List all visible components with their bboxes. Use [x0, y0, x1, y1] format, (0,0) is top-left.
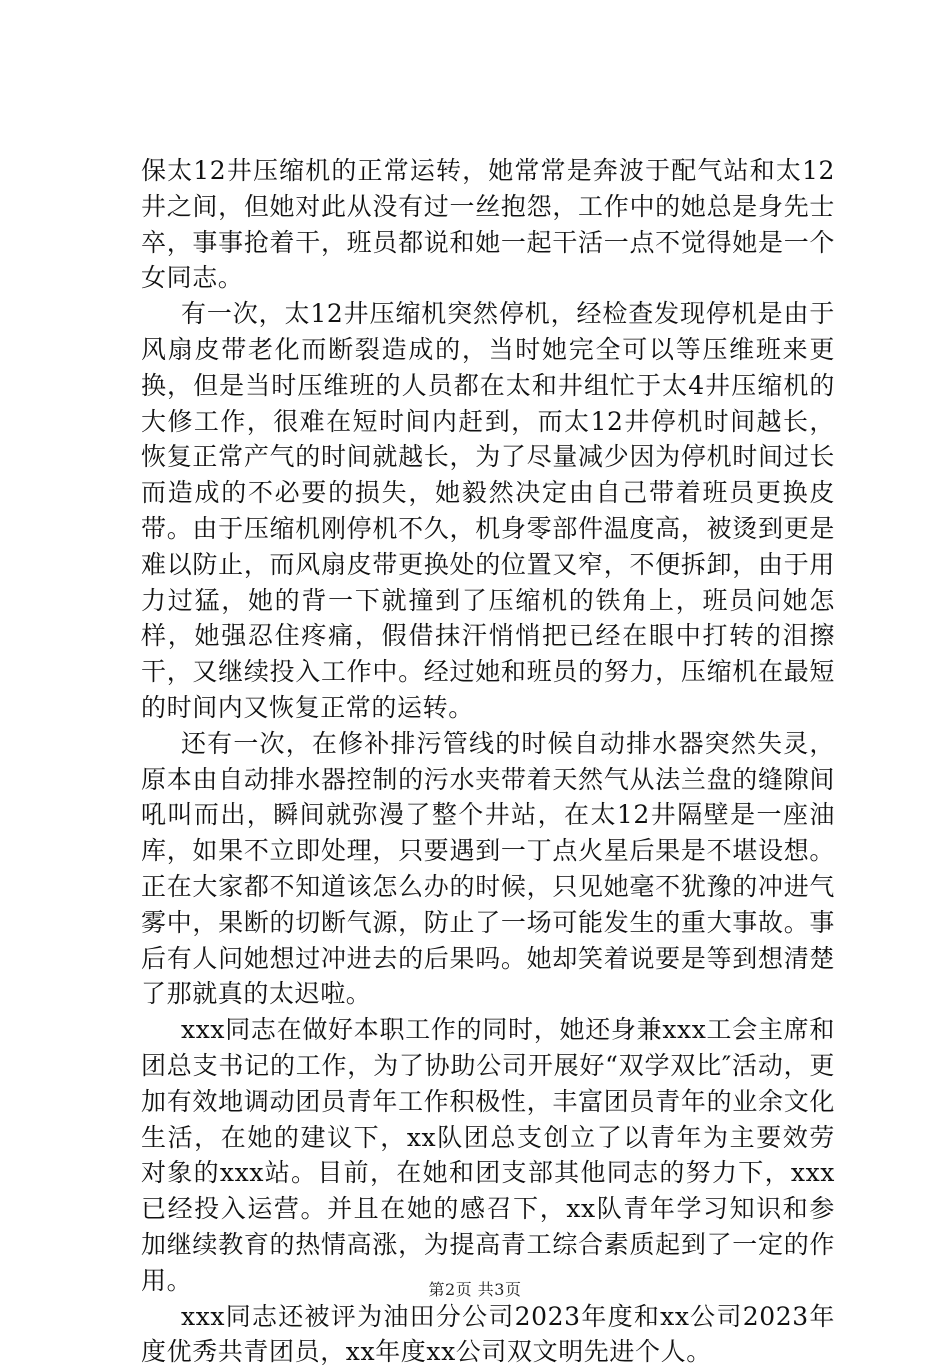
paragraph-drain-failure: 还有一次，在修补排污管线的时候自动排水器突然失灵，原本由自动排水器控制的污水夹带着天然气从法兰盘的缝隙间吼叫而出，瞬间就弥漫了整个井站，在太12井隔壁是一座油库，如果不立即处理，只要遇到一丁点火星后果是不堪设想。正在大家都不知道该怎么办的时候，只见她毫不犹豫的冲进气雾中，果断的切断气源，防止了一场可能发生的重大事故。事后有人问她想过冲进去的后果吗。她却笑着说要是等到想清楚了那就真的太迟啦。 [141, 726, 835, 1012]
document-body [141, 153, 835, 1370]
paragraph-compressor-repair: 有一次，太12井压缩机突然停机，经检查发现停机是由于风扇皮带老化而断裂造成的，当时她完全可以等压维班来更换，但是当时压维班的人员都在太和井组忙于太4井压缩机的大修工作，很难在短时间内赶到，而太12井停机时间越长，恢复正常产气的时间就越长，为了尽量减少因为停机时间过长而造成的不必要的损失，她毅然决定由自己带着班员更换皮带。由于压缩机刚停机不久，机身零部件温度高，被烫到更是难以防止，而风扇皮带更换处的位置又窄，不便拆卸，由于用力过猛，她的背一下就撞到了压缩机的铁角上，班员问她怎样，她强忍住疼痛，假借抹汗悄悄把已经在眼中打转的泪擦干，又继续投入工作中。经过她和班员的努力，压缩机在最短的时间内又恢复正常的运转。 [141, 296, 835, 726]
paragraph-honors: xxx同志还被评为油田分公司2023年度和xx公司2023年度优秀共青团员，xx年度xx公司双文明先进个人。 [141, 1299, 835, 1370]
paragraph-continuation: 保太12井压缩机的正常运转，她常常是奔波于配气站和太12井之间，但她对此从没有过一丝抱怨，工作中的她总是身先士卒，事事抢着干，班员都说和她一起干活一点不觉得她是一个女同志。 [141, 153, 835, 296]
paragraph-league-work: xxx同志在做好本职工作的同时，她还身兼xxx工会主席和团总支书记的工作，为了协助公司开展好“双学双比″活动，更加有效地调动团员青年工作积极性，丰富团员青年的业余文化生活，在她的建议下，xx队团总支创立了以青年为主要效劳对象的xxx站。目前，在她和团支部其他同志的努力下，xxx已经投入运营。并且在她的感召下，xx队青年学习知识和参加继续教育的热情高涨，为提高青工综合素质起到了一定的作用。 [141, 1012, 835, 1298]
page-number-footer: 第2页 共3页 [0, 1277, 950, 1300]
